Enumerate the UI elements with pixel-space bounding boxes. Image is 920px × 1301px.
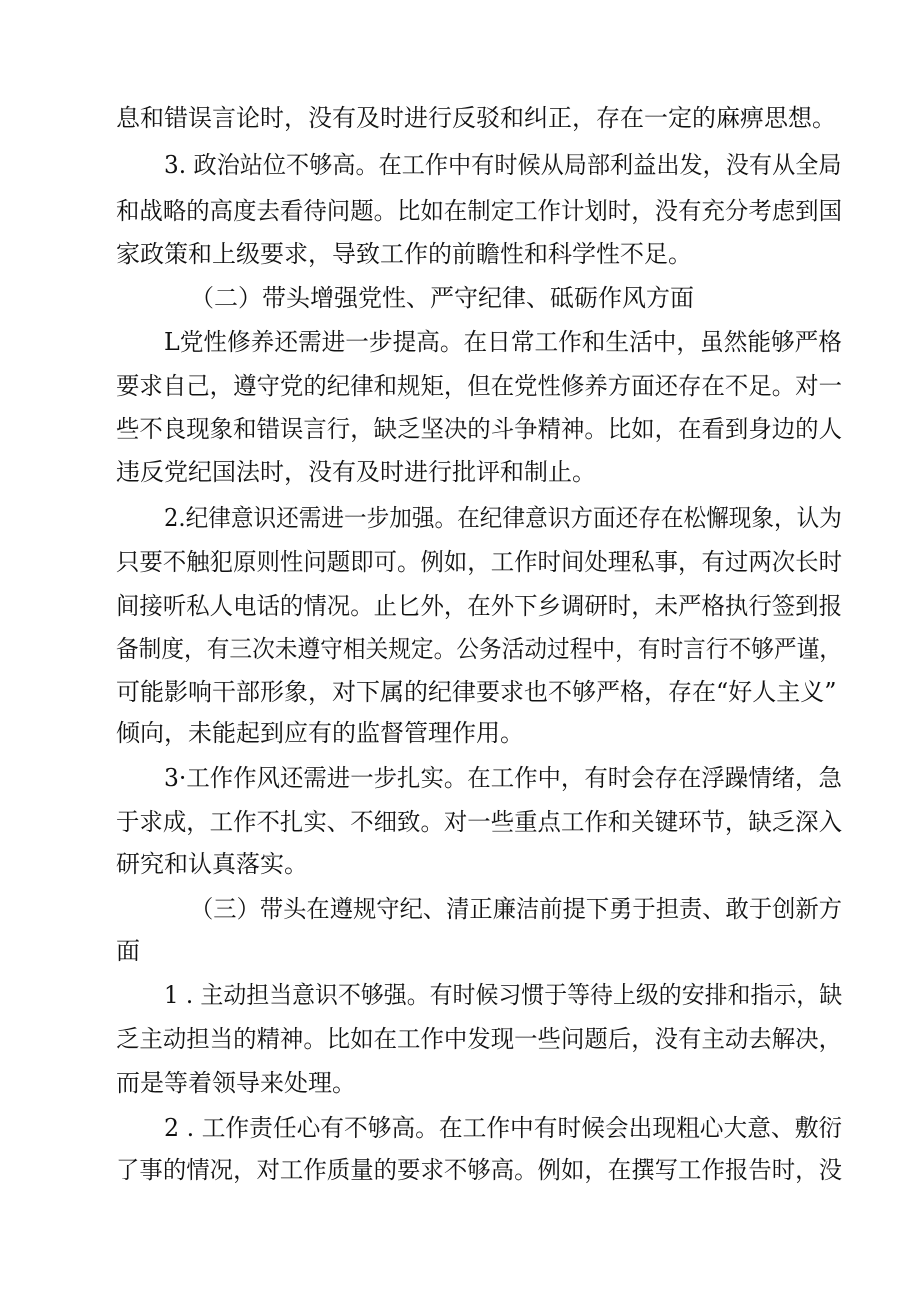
text-line: 只要不触犯原则性问题即可。例如，工作时间处理私事，有过两次长时: [116, 548, 842, 576]
section-heading: （三）带头在遵规守纪、清正廉洁前提下勇于担责、敢于创新方: [190, 895, 842, 923]
text-line: 于求成，工作不扎实、不细致。对一些重点工作和关键环节，缺乏深入: [116, 808, 842, 836]
text-line: 倾向，未能起到应有的监督管理作用。: [116, 719, 524, 747]
section-heading-continued: 面: [116, 937, 140, 965]
text-line: 备制度，有三次未遵守相关规定。公务活动过程中，有时言行不够严谨，: [116, 635, 842, 663]
text-line: L党性修养还需进一步提高。在日常工作和生活中，虽然能够严格: [164, 328, 842, 356]
section-heading: （二）带头增强党性、严守纪律、砥砺作风方面: [190, 284, 694, 312]
text-line: 了事的情况，对工作质量的要求不够高。例如，在撰写工作报告时，没: [116, 1156, 842, 1184]
text-line: 3·工作作风还需进一步扎实。在工作中，有时会存在浮躁情绪，急: [164, 764, 842, 792]
text-line: 研究和认真落实。: [116, 850, 308, 878]
text-line: 可能影响干部形象，对下属的纪律要求也不够严格，存在“好人主义”: [116, 678, 837, 706]
text-line: 间接听私人电话的情况。止匕外，在外下乡调研时，未严格执行签到报: [116, 592, 842, 620]
text-line: 3. 政治站位不够高。在工作中有时候从局部利益出发，没有从全局: [164, 151, 842, 179]
text-line: 和战略的高度去看待问题。比如在制定工作计划时，没有充分考虑到国: [116, 197, 842, 225]
text-line: 1 . 主动担当意识不够强。有时候习惯于等待上级的安排和指示，缺: [164, 981, 843, 1009]
text-line: 2 . 工作责任心有不够高。在工作中有时候会出现粗心大意、敷衍: [164, 1114, 843, 1142]
text-line: 而是等着领导来处理。: [116, 1069, 356, 1097]
text-line: 要求自己，遵守党的纪律和规矩，但在党性修养方面还存在不足。对一: [116, 372, 842, 400]
text-line: 家政策和上级要求，导致工作的前瞻性和科学性不足。: [116, 240, 692, 268]
text-line: 息和错误言论时，没有及时进行反驳和纠正，存在一定的麻痹思想。: [116, 104, 836, 132]
text-line: 些不良现象和错误言行，缺乏坚决的斗争精神。比如，在看到身边的人: [116, 415, 842, 443]
text-line: 违反党纪国法时，没有及时进行批评和制止。: [116, 458, 596, 486]
text-line: 乏主动担当的精神。比如在工作中发现一些问题后，没有主动去解决，: [116, 1025, 842, 1053]
text-line: 2.纪律意识还需进一步加强。在纪律意识方面还存在松懈现象，认为: [164, 504, 842, 532]
